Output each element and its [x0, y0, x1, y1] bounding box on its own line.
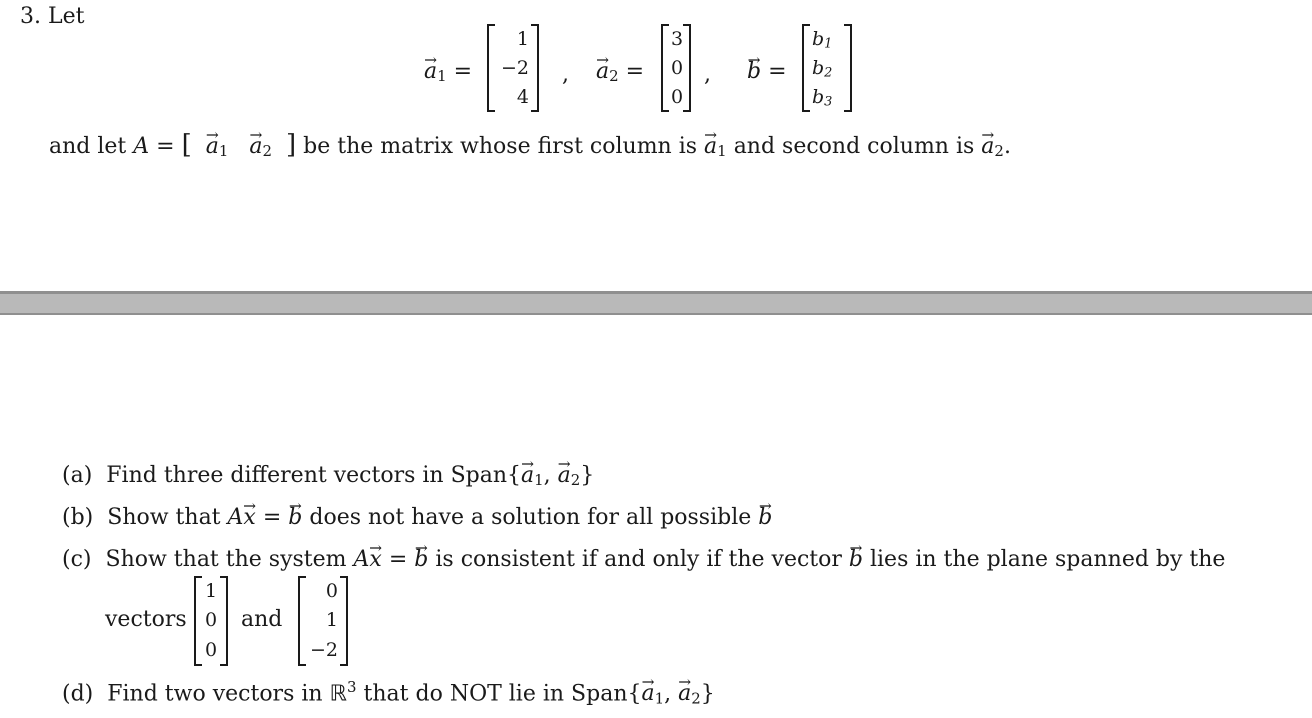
- v1-entry-2: 0: [205, 609, 218, 631]
- comma-2: ,: [704, 62, 711, 87]
- v2-entry-1: 0: [325, 580, 338, 602]
- definition-line: and let A = [ → $a_1 \to a_2$ ] be the matrix whose first column is → $a_1$ and second column is → $a_2$.: [49, 132, 1011, 159]
- part-c: (c) Show that the system A→ x = → b is consistent if and only if the vector → b lies in the plane spanned by the: [62, 549, 1225, 571]
- vectors-text: vectors: [105, 607, 187, 632]
- page-divider: [0, 291, 1312, 315]
- b-entry-1: $b_1$: [812, 28, 833, 52]
- b-label: → b =: [747, 61, 787, 83]
- a2-entry-3: 0: [671, 86, 684, 108]
- let-text: Let: [48, 4, 85, 29]
- a2-entry-1: 3: [671, 28, 684, 50]
- v2-entry-2: 1: [325, 609, 338, 631]
- b-matrix: [802, 24, 852, 112]
- a2-entry-2: 0: [671, 57, 684, 79]
- problem-number: 3. Let: [20, 4, 85, 29]
- a2-matrix: [661, 24, 691, 112]
- v2-entry-3: −2: [309, 639, 338, 661]
- a1-entry-3: 4: [516, 86, 529, 108]
- plane-vector-1: [194, 576, 228, 666]
- part-a: (a) Find three different vectors in Span{→ $a_1$, → $a_2$}: [62, 465, 594, 488]
- plane-vector-2: [298, 576, 348, 666]
- part-b: (b) Show that A→ x = → b does not have a solution for all possible → b: [62, 507, 772, 529]
- a1-entry-1: 1: [516, 28, 529, 50]
- a1-label: → $a_1$ =: [424, 61, 472, 84]
- a1-entry-2: −2: [500, 57, 529, 79]
- v1-entry-1: 1: [205, 580, 218, 602]
- v1-entry-3: 0: [205, 639, 218, 661]
- b-entry-2: $b_2$: [812, 57, 833, 81]
- comma-1: ,: [562, 62, 569, 87]
- a2-label: → $a_2$ =: [596, 61, 644, 84]
- and-text: and: [241, 607, 283, 632]
- part-d: (d) Find two vectors in ℝ$^3$ that do NOT lie in Span{→ $a_1$, → $a_2$}: [62, 680, 715, 706]
- a1-matrix: [487, 24, 539, 112]
- b-entry-3: $b_3$: [812, 86, 833, 110]
